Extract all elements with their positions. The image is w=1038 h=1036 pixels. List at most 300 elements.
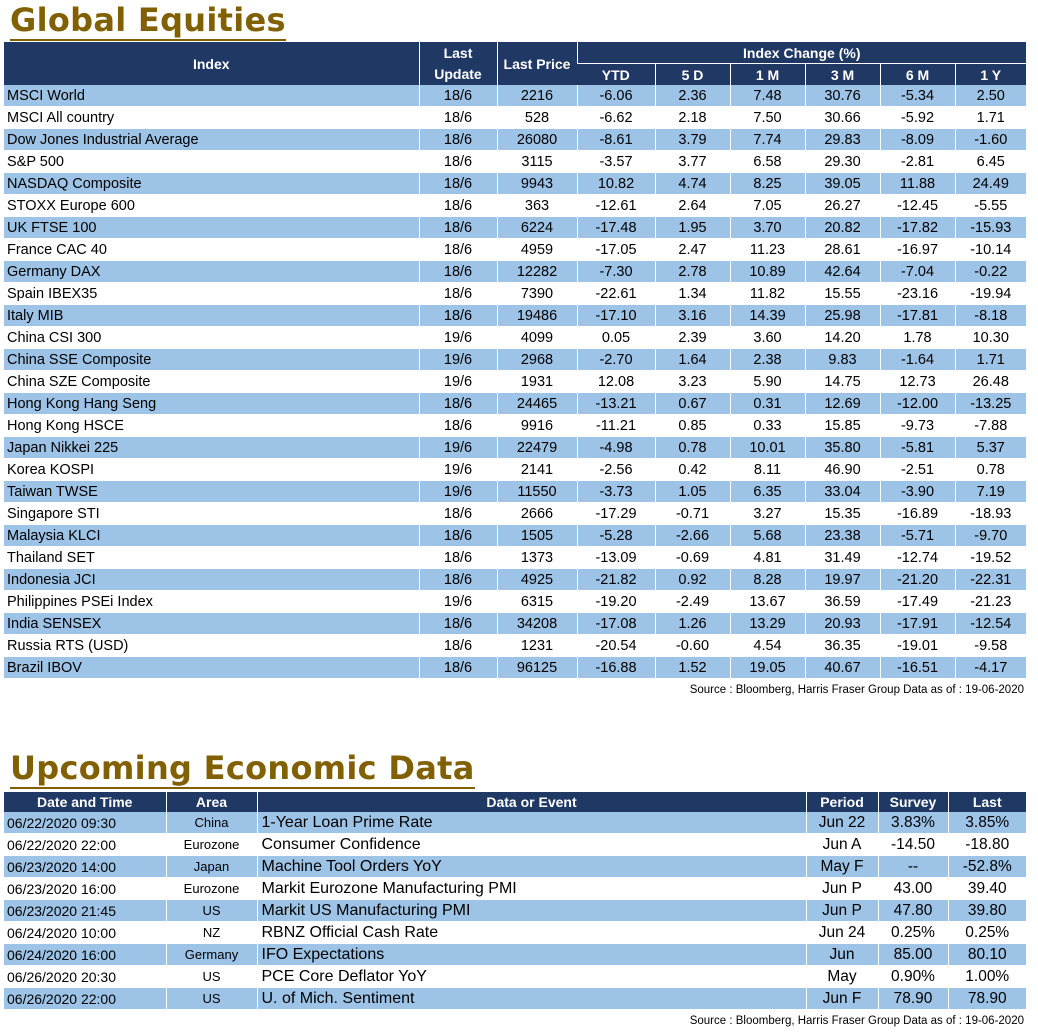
table-row	[4, 944, 1026, 966]
cell-date-time: 06/22/2020 09:30	[4, 812, 166, 834]
cell-3m: 14.20	[805, 327, 880, 349]
cell-index-name: Taiwan TWSE	[4, 481, 419, 503]
cell-1m: 10.01	[730, 437, 805, 459]
cell-1y: 7.19	[955, 481, 1026, 503]
cell-ytd: -21.82	[577, 569, 655, 591]
cell-last-price: 6224	[497, 217, 577, 239]
cell-survey: 0.90%	[878, 966, 948, 988]
cell-last-update: 18/6	[419, 283, 497, 305]
cell-ytd: 12.08	[577, 371, 655, 393]
cell-3m: 25.98	[805, 305, 880, 327]
cell-5d: 2.47	[655, 239, 730, 261]
cell-5d: 1.64	[655, 349, 730, 371]
cell-5d: -0.71	[655, 503, 730, 525]
cell-survey: -14.50	[878, 834, 948, 856]
col-header-last-price: Last Price	[497, 42, 577, 85]
cell-6m: -1.64	[880, 349, 955, 371]
cell-1y: 5.37	[955, 437, 1026, 459]
cell-5d: -2.49	[655, 591, 730, 613]
cell-6m: -17.81	[880, 305, 955, 327]
cell-area: China	[166, 812, 257, 834]
cell-event: RBNZ Official Cash Rate	[257, 922, 806, 944]
col-header-5d: 5 D	[655, 64, 730, 86]
cell-last-update: 18/6	[419, 107, 497, 129]
cell-1y: 24.49	[955, 173, 1026, 195]
col-header-last: Last	[948, 792, 1026, 812]
cell-6m: -16.97	[880, 239, 955, 261]
cell-1y: -10.14	[955, 239, 1026, 261]
cell-ytd: -17.10	[577, 305, 655, 327]
cell-1y: -4.17	[955, 657, 1026, 679]
cell-date-time: 06/23/2020 16:00	[4, 878, 166, 900]
cell-last-price: 2666	[497, 503, 577, 525]
cell-survey: 47.80	[878, 900, 948, 922]
cell-1y: 0.78	[955, 459, 1026, 481]
cell-5d: 0.78	[655, 437, 730, 459]
table-row	[4, 966, 1026, 988]
cell-ytd: 0.05	[577, 327, 655, 349]
cell-3m: 15.85	[805, 415, 880, 437]
table-row	[4, 261, 1026, 283]
global-equities-title: Global Equities	[10, 1, 286, 39]
cell-index-name: China SSE Composite	[4, 349, 419, 371]
cell-3m: 19.97	[805, 569, 880, 591]
cell-1m: 4.81	[730, 547, 805, 569]
cell-1m: 11.82	[730, 283, 805, 305]
cell-5d: 1.26	[655, 613, 730, 635]
cell-1y: 10.30	[955, 327, 1026, 349]
cell-1m: 5.90	[730, 371, 805, 393]
table-row	[4, 305, 1026, 327]
cell-6m: -2.51	[880, 459, 955, 481]
cell-date-time: 06/22/2020 22:00	[4, 834, 166, 856]
table-row	[4, 129, 1026, 151]
cell-last: 39.80	[948, 900, 1026, 922]
cell-last-price: 363	[497, 195, 577, 217]
cell-last-price: 11550	[497, 481, 577, 503]
cell-5d: -0.69	[655, 547, 730, 569]
col-header-1y: 1 Y	[955, 64, 1026, 86]
cell-index-name: NASDAQ Composite	[4, 173, 419, 195]
cell-3m: 30.66	[805, 107, 880, 129]
cell-ytd: -8.61	[577, 129, 655, 151]
cell-survey: --	[878, 856, 948, 878]
cell-3m: 15.35	[805, 503, 880, 525]
cell-6m: -12.45	[880, 195, 955, 217]
cell-1m: 7.50	[730, 107, 805, 129]
cell-1y: -8.18	[955, 305, 1026, 327]
cell-1m: 7.05	[730, 195, 805, 217]
cell-ytd: -3.57	[577, 151, 655, 173]
cell-6m: -21.20	[880, 569, 955, 591]
cell-ytd: -11.21	[577, 415, 655, 437]
cell-last-update: 19/6	[419, 349, 497, 371]
cell-3m: 46.90	[805, 459, 880, 481]
cell-period: Jun A	[806, 834, 878, 856]
cell-ytd: -13.09	[577, 547, 655, 569]
cell-index-name: Philippines PSEi Index	[4, 591, 419, 613]
cell-last-price: 4099	[497, 327, 577, 349]
cell-ytd: -17.05	[577, 239, 655, 261]
cell-1y: 1.71	[955, 107, 1026, 129]
cell-last-price: 4925	[497, 569, 577, 591]
cell-5d: 0.92	[655, 569, 730, 591]
cell-ytd: -13.21	[577, 393, 655, 415]
cell-area: Germany	[166, 944, 257, 966]
cell-date-time: 06/26/2020 22:00	[4, 988, 166, 1010]
cell-3m: 15.55	[805, 283, 880, 305]
cell-index-name: China CSI 300	[4, 327, 419, 349]
cell-3m: 14.75	[805, 371, 880, 393]
cell-1m: 19.05	[730, 657, 805, 679]
cell-last: 3.85%	[948, 812, 1026, 834]
cell-5d: 3.23	[655, 371, 730, 393]
col-header-date: Date and Time	[4, 792, 166, 812]
cell-last: 1.00%	[948, 966, 1026, 988]
cell-index-name: China SZE Composite	[4, 371, 419, 393]
table-row	[4, 415, 1026, 437]
cell-1y: 1.71	[955, 349, 1026, 371]
cell-1m: 5.68	[730, 525, 805, 547]
cell-3m: 40.67	[805, 657, 880, 679]
cell-last: -52.8%	[948, 856, 1026, 878]
cell-last-update: 18/6	[419, 173, 497, 195]
table-row	[4, 437, 1026, 459]
cell-3m: 26.27	[805, 195, 880, 217]
cell-5d: 3.77	[655, 151, 730, 173]
cell-5d: -0.60	[655, 635, 730, 657]
cell-period: Jun P	[806, 900, 878, 922]
cell-1m: 2.38	[730, 349, 805, 371]
cell-last-price: 6315	[497, 591, 577, 613]
col-header-last-update: Last Update	[419, 42, 497, 85]
cell-last-update: 18/6	[419, 525, 497, 547]
cell-last-update: 18/6	[419, 503, 497, 525]
cell-date-time: 06/24/2020 16:00	[4, 944, 166, 966]
cell-3m: 31.49	[805, 547, 880, 569]
cell-1m: 6.58	[730, 151, 805, 173]
cell-last-update: 18/6	[419, 129, 497, 151]
cell-index-name: Indonesia JCI	[4, 569, 419, 591]
cell-index-name: Malaysia KLCI	[4, 525, 419, 547]
col-header-6m: 6 M	[880, 64, 955, 86]
cell-last-price: 34208	[497, 613, 577, 635]
cell-index-name: Brazil IBOV	[4, 657, 419, 679]
cell-last-price: 2216	[497, 85, 577, 107]
table-row	[4, 988, 1026, 1010]
table-row	[4, 922, 1026, 944]
cell-6m: -9.73	[880, 415, 955, 437]
cell-3m: 36.59	[805, 591, 880, 613]
table-row	[4, 878, 1026, 900]
table-row	[4, 393, 1026, 415]
cell-3m: 36.35	[805, 635, 880, 657]
table-row	[4, 283, 1026, 305]
cell-index-name: Italy MIB	[4, 305, 419, 327]
cell-index-name: Japan Nikkei 225	[4, 437, 419, 459]
col-header-ytd: YTD	[577, 64, 655, 86]
cell-last-update: 19/6	[419, 327, 497, 349]
cell-area: US	[166, 988, 257, 1010]
cell-6m: -3.90	[880, 481, 955, 503]
cell-last: 0.25%	[948, 922, 1026, 944]
cell-3m: 20.82	[805, 217, 880, 239]
cell-area: Japan	[166, 856, 257, 878]
cell-1y: -0.22	[955, 261, 1026, 283]
cell-1y: -19.94	[955, 283, 1026, 305]
cell-6m: -5.92	[880, 107, 955, 129]
cell-1m: 7.48	[730, 85, 805, 107]
cell-3m: 42.64	[805, 261, 880, 283]
cell-event: Machine Tool Orders YoY	[257, 856, 806, 878]
cell-6m: -7.04	[880, 261, 955, 283]
cell-1y: -12.54	[955, 613, 1026, 635]
cell-1y: -9.58	[955, 635, 1026, 657]
cell-index-name: India SENSEX	[4, 613, 419, 635]
cell-index-name: Hong Kong Hang Seng	[4, 393, 419, 415]
cell-5d: 1.52	[655, 657, 730, 679]
cell-5d: 3.16	[655, 305, 730, 327]
cell-index-name: Hong Kong HSCE	[4, 415, 419, 437]
cell-6m: 12.73	[880, 371, 955, 393]
cell-last: 78.90	[948, 988, 1026, 1010]
cell-1m: 8.25	[730, 173, 805, 195]
cell-ytd: -2.70	[577, 349, 655, 371]
cell-last-update: 18/6	[419, 305, 497, 327]
cell-period: May	[806, 966, 878, 988]
cell-1y: -18.93	[955, 503, 1026, 525]
cell-6m: -5.34	[880, 85, 955, 107]
table-row	[4, 173, 1026, 195]
cell-5d: 2.18	[655, 107, 730, 129]
cell-3m: 35.80	[805, 437, 880, 459]
cell-last-price: 12282	[497, 261, 577, 283]
economic-data-title: Upcoming Economic Data	[10, 749, 475, 787]
cell-ytd: -17.08	[577, 613, 655, 635]
cell-last-update: 19/6	[419, 371, 497, 393]
cell-event: PCE Core Deflator YoY	[257, 966, 806, 988]
cell-6m: -5.71	[880, 525, 955, 547]
cell-3m: 12.69	[805, 393, 880, 415]
cell-6m: -8.09	[880, 129, 955, 151]
cell-5d: 2.78	[655, 261, 730, 283]
cell-3m: 9.83	[805, 349, 880, 371]
table-row	[4, 900, 1026, 922]
cell-last-update: 18/6	[419, 393, 497, 415]
cell-1y: 26.48	[955, 371, 1026, 393]
cell-date-time: 06/23/2020 14:00	[4, 856, 166, 878]
cell-event: Markit Eurozone Manufacturing PMI	[257, 878, 806, 900]
cell-1m: 8.28	[730, 569, 805, 591]
table-row	[4, 525, 1026, 547]
cell-1m: 13.29	[730, 613, 805, 635]
cell-last: 80.10	[948, 944, 1026, 966]
cell-event: U. of Mich. Sentiment	[257, 988, 806, 1010]
table-row	[4, 834, 1026, 856]
table-row	[4, 349, 1026, 371]
table-row	[4, 591, 1026, 613]
cell-5d: 4.74	[655, 173, 730, 195]
table-row	[4, 635, 1026, 657]
cell-date-time: 06/24/2020 10:00	[4, 922, 166, 944]
cell-6m: -23.16	[880, 283, 955, 305]
cell-index-name: Thailand SET	[4, 547, 419, 569]
cell-3m: 39.05	[805, 173, 880, 195]
cell-ytd: -22.61	[577, 283, 655, 305]
cell-last-update: 19/6	[419, 437, 497, 459]
cell-period: Jun	[806, 944, 878, 966]
cell-last: 39.40	[948, 878, 1026, 900]
table-row	[4, 217, 1026, 239]
cell-index-name: Russia RTS (USD)	[4, 635, 419, 657]
cell-3m: 23.38	[805, 525, 880, 547]
cell-1y: 6.45	[955, 151, 1026, 173]
cell-last-price: 96125	[497, 657, 577, 679]
table-row	[4, 613, 1026, 635]
cell-5d: -2.66	[655, 525, 730, 547]
cell-3m: 29.83	[805, 129, 880, 151]
cell-event: 1-Year Loan Prime Rate	[257, 812, 806, 834]
cell-survey: 3.83%	[878, 812, 948, 834]
cell-1y: -9.70	[955, 525, 1026, 547]
cell-1m: 3.70	[730, 217, 805, 239]
cell-last-update: 18/6	[419, 635, 497, 657]
cell-index-name: Singapore STI	[4, 503, 419, 525]
cell-1y: -13.25	[955, 393, 1026, 415]
cell-6m: 1.78	[880, 327, 955, 349]
col-header-index-change: Index Change (%)	[577, 42, 1026, 64]
cell-last-price: 19486	[497, 305, 577, 327]
cell-1m: 13.67	[730, 591, 805, 613]
cell-last-update: 18/6	[419, 261, 497, 283]
cell-3m: 20.93	[805, 613, 880, 635]
economic-source-note: Source : Bloomberg, Harris Fraser Group Data as of : 19-06-2020	[689, 1015, 1024, 1027]
cell-last-price: 9916	[497, 415, 577, 437]
cell-1y: -1.60	[955, 129, 1026, 151]
table-row	[4, 85, 1026, 107]
cell-6m: -17.82	[880, 217, 955, 239]
cell-last-update: 18/6	[419, 569, 497, 591]
cell-last-price: 3115	[497, 151, 577, 173]
cell-survey: 78.90	[878, 988, 948, 1010]
cell-5d: 1.34	[655, 283, 730, 305]
cell-5d: 0.67	[655, 393, 730, 415]
cell-3m: 33.04	[805, 481, 880, 503]
cell-6m: 11.88	[880, 173, 955, 195]
cell-6m: -12.00	[880, 393, 955, 415]
cell-event: Markit US Manufacturing PMI	[257, 900, 806, 922]
cell-3m: 30.76	[805, 85, 880, 107]
cell-last-update: 18/6	[419, 415, 497, 437]
cell-1y: -19.52	[955, 547, 1026, 569]
cell-1m: 10.89	[730, 261, 805, 283]
cell-1m: 6.35	[730, 481, 805, 503]
cell-last-update: 18/6	[419, 657, 497, 679]
cell-ytd: -5.28	[577, 525, 655, 547]
cell-5d: 3.79	[655, 129, 730, 151]
cell-1y: -7.88	[955, 415, 1026, 437]
cell-last-price: 2141	[497, 459, 577, 481]
cell-ytd: -19.20	[577, 591, 655, 613]
cell-6m: -19.01	[880, 635, 955, 657]
cell-last-update: 18/6	[419, 239, 497, 261]
cell-5d: 1.95	[655, 217, 730, 239]
table-row	[4, 239, 1026, 261]
table-row	[4, 503, 1026, 525]
cell-last-price: 24465	[497, 393, 577, 415]
cell-5d: 2.39	[655, 327, 730, 349]
cell-last-update: 18/6	[419, 195, 497, 217]
col-header-index: Index	[4, 42, 419, 85]
cell-1m: 3.60	[730, 327, 805, 349]
cell-ytd: -16.88	[577, 657, 655, 679]
table-row	[4, 371, 1026, 393]
cell-period: Jun 24	[806, 922, 878, 944]
table-row	[4, 151, 1026, 173]
cell-period: Jun F	[806, 988, 878, 1010]
table-row	[4, 657, 1026, 679]
cell-last-price: 1373	[497, 547, 577, 569]
cell-survey: 85.00	[878, 944, 948, 966]
cell-date-time: 06/26/2020 20:30	[4, 966, 166, 988]
cell-index-name: Dow Jones Industrial Average	[4, 129, 419, 151]
cell-area: Eurozone	[166, 834, 257, 856]
cell-1y: -21.23	[955, 591, 1026, 613]
cell-1y: -22.31	[955, 569, 1026, 591]
cell-last-price: 22479	[497, 437, 577, 459]
cell-1m: 14.39	[730, 305, 805, 327]
cell-last-price: 7390	[497, 283, 577, 305]
cell-last-price: 1505	[497, 525, 577, 547]
cell-ytd: -12.61	[577, 195, 655, 217]
cell-date-time: 06/23/2020 21:45	[4, 900, 166, 922]
cell-1m: 0.31	[730, 393, 805, 415]
table-row	[4, 195, 1026, 217]
cell-ytd: -6.62	[577, 107, 655, 129]
cell-ytd: -6.06	[577, 85, 655, 107]
cell-ytd: -4.98	[577, 437, 655, 459]
cell-last-update: 18/6	[419, 613, 497, 635]
cell-area: US	[166, 900, 257, 922]
cell-event: Consumer Confidence	[257, 834, 806, 856]
cell-period: May F	[806, 856, 878, 878]
cell-ytd: -7.30	[577, 261, 655, 283]
cell-1m: 4.54	[730, 635, 805, 657]
col-header-area: Area	[166, 792, 257, 812]
cell-ytd: -2.56	[577, 459, 655, 481]
economic-data-table	[4, 792, 1026, 1010]
cell-last-price: 528	[497, 107, 577, 129]
cell-ytd: 10.82	[577, 173, 655, 195]
cell-index-name: France CAC 40	[4, 239, 419, 261]
cell-6m: -12.74	[880, 547, 955, 569]
cell-index-name: S&P 500	[4, 151, 419, 173]
cell-index-name: Germany DAX	[4, 261, 419, 283]
cell-area: Eurozone	[166, 878, 257, 900]
cell-6m: -17.91	[880, 613, 955, 635]
cell-last-price: 9943	[497, 173, 577, 195]
cell-last-price: 1931	[497, 371, 577, 393]
cell-5d: 1.05	[655, 481, 730, 503]
cell-area: US	[166, 966, 257, 988]
col-header-period: Period	[806, 792, 878, 812]
table-row	[4, 327, 1026, 349]
cell-1y: -5.55	[955, 195, 1026, 217]
col-header-1m: 1 M	[730, 64, 805, 86]
col-header-survey: Survey	[878, 792, 948, 812]
cell-3m: 28.61	[805, 239, 880, 261]
cell-index-name: Spain IBEX35	[4, 283, 419, 305]
